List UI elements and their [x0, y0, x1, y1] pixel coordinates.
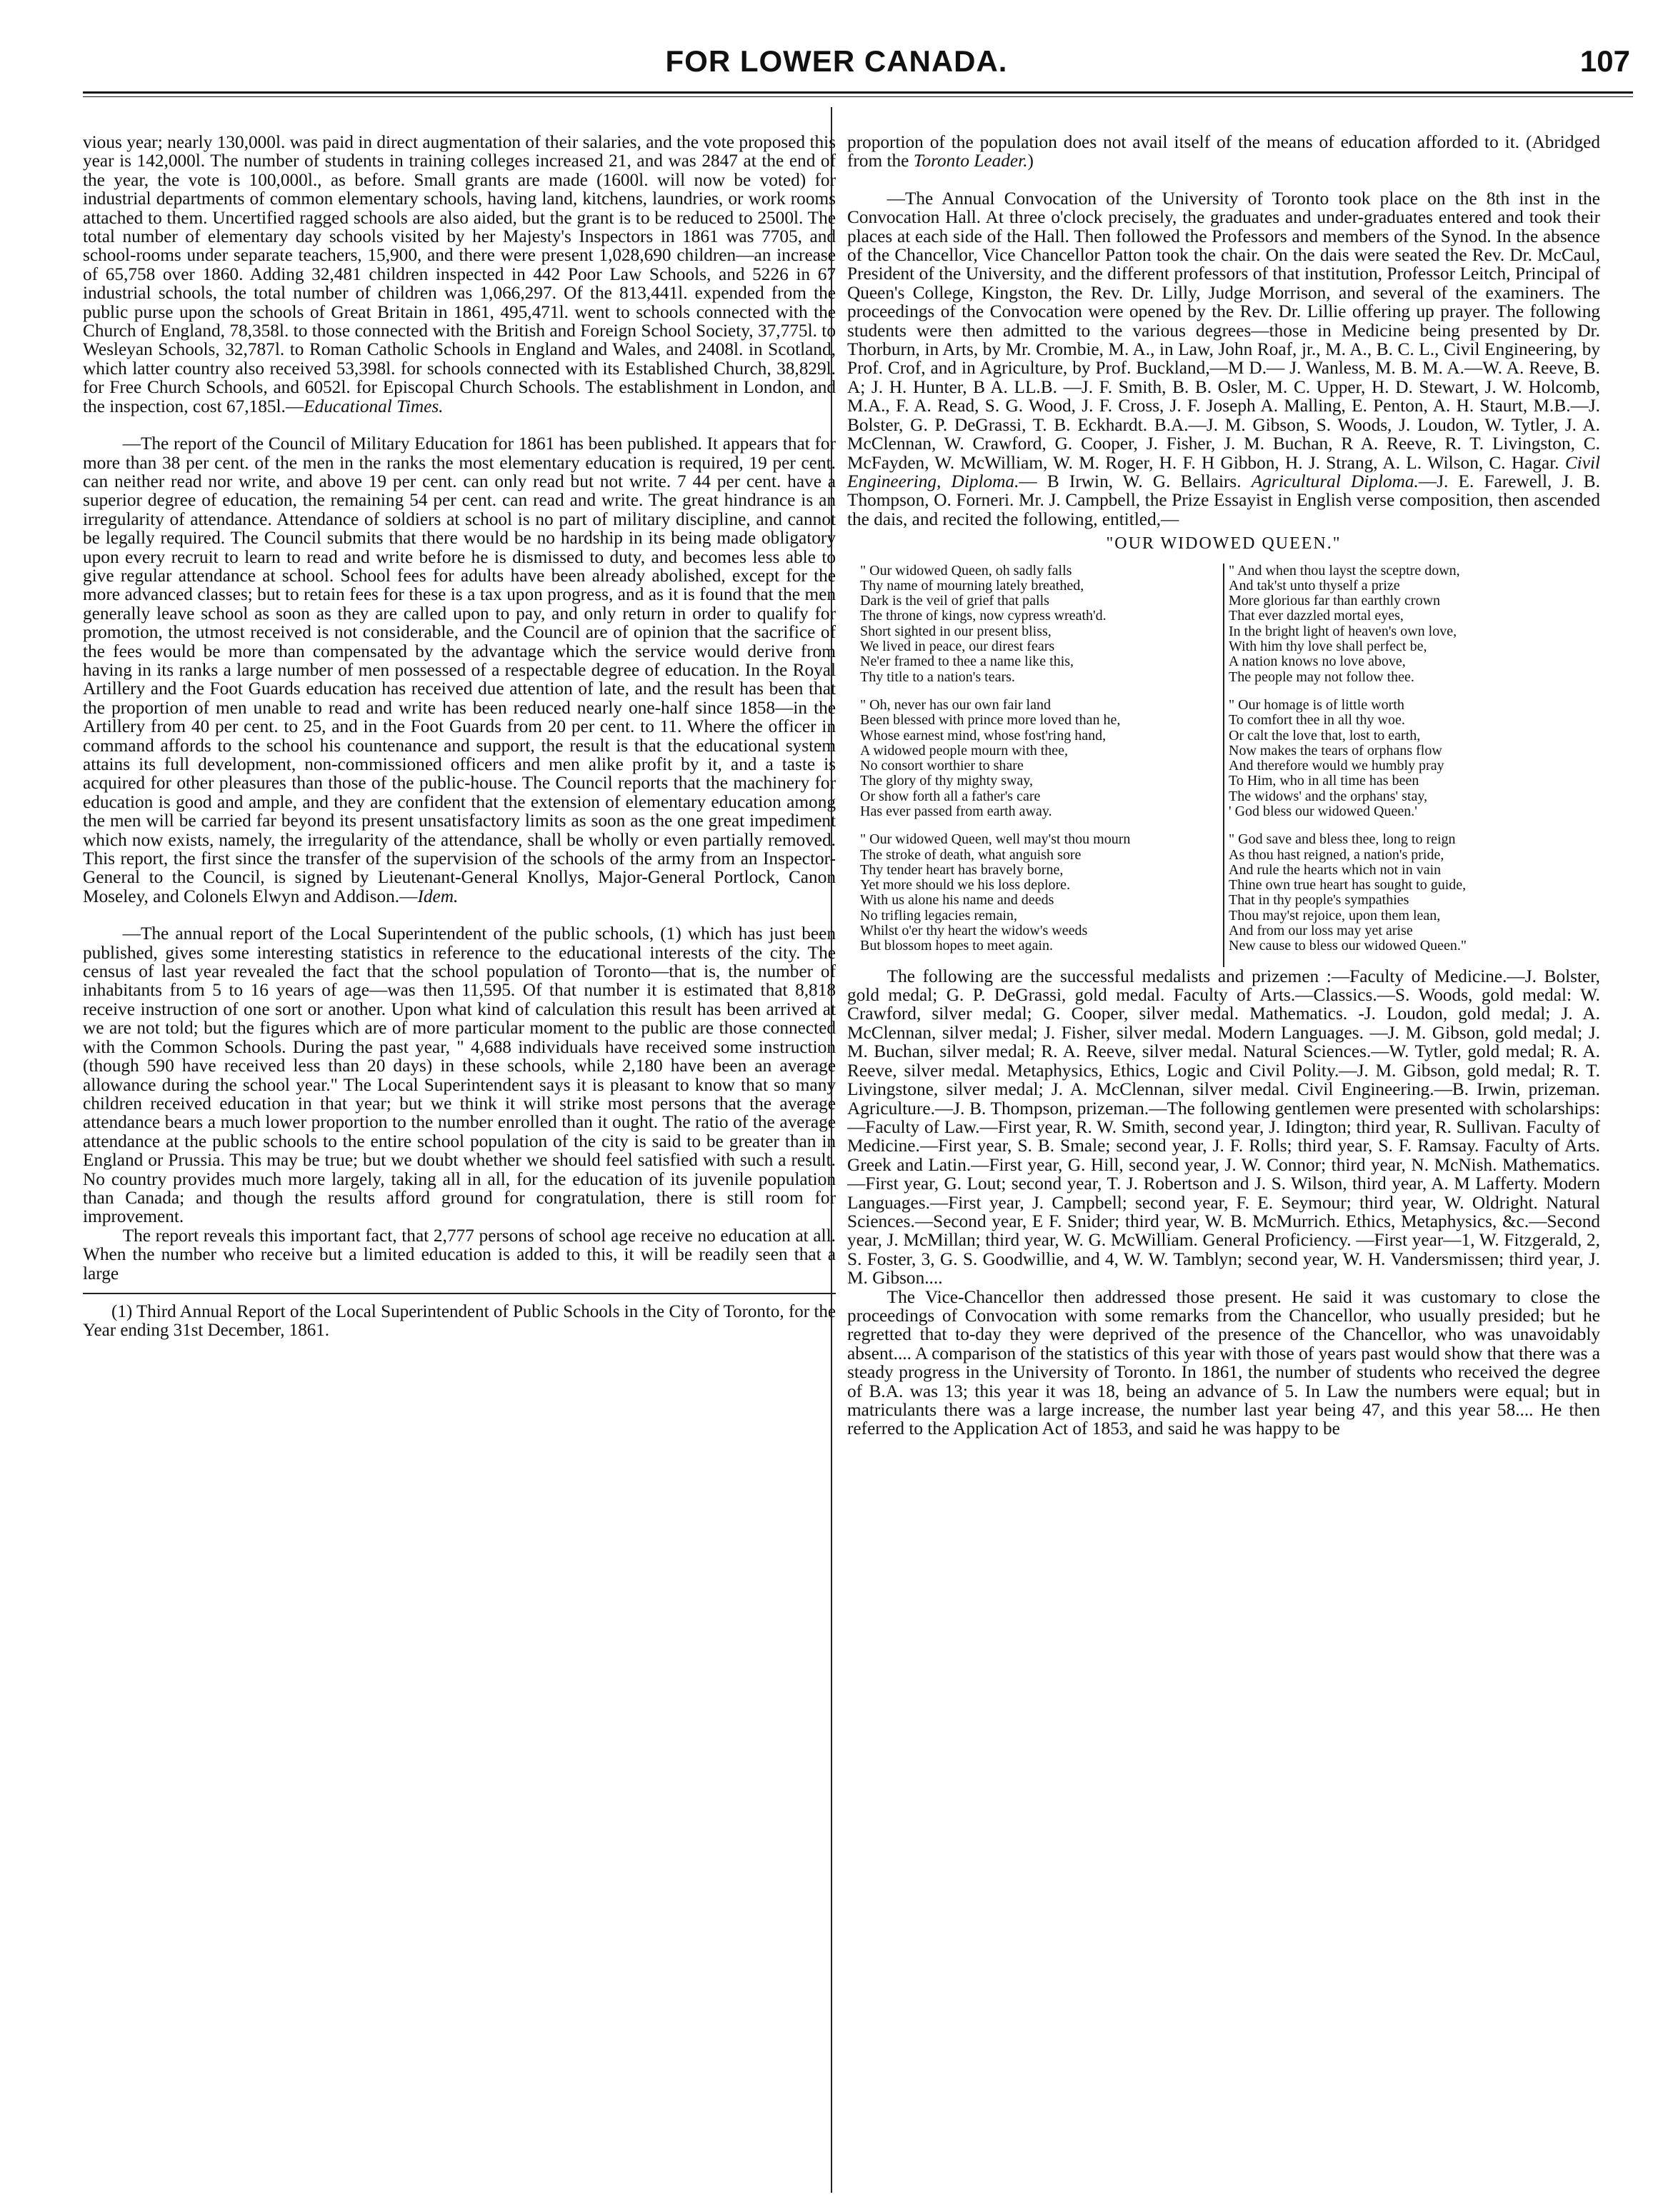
- paragraph-text: ): [1027, 151, 1034, 171]
- diploma-heading: Agricultural Diploma.: [1251, 471, 1419, 491]
- poem-line: " Our widowed Queen, well may'st thou mourn: [860, 831, 1131, 848]
- poem-line: New cause to bless our widowed Queen.": [1229, 938, 1467, 954]
- poem-line: " God save and bless thee, long to reign: [1229, 831, 1456, 848]
- paragraph-text: — B Irwin, W. G. Bellairs.: [1019, 471, 1252, 491]
- poem-line: Thy name of mourning lately breathed,: [860, 577, 1084, 594]
- poem-line: As thou hast reigned, a nation's pride,: [1229, 846, 1444, 863]
- poem-line: That in thy people's sympathies: [1229, 892, 1409, 909]
- poem-line: Whilst o'er thy heart the widow's weeds: [860, 923, 1088, 939]
- poem-line: And from our loss may yet arise: [1229, 923, 1413, 939]
- poem-line: The stroke of death, what anguish sore: [860, 846, 1082, 863]
- paragraph-text: —The Annual Convocation of the University of Toronto took place on the 8th inst in the Convocation Hall. At three o'clock precisely, the graduates and under-graduates entered and took their places at each side of the Hall. Then followed the Professors and members of the Synod. In the absence of the Chancellor, Vice Chancellor Patton took the chair. On the dais were seated the Rev. Dr. McCaul, President of the University, and the different professors of that institution, Professor Leitch, Principal of Queen's College, Kingston, the Rev. Dr. Lilly, Judge Morrison, and several of the examiners. The proceedings of the Convocation were opened by the Rev. Dr. Lillie offering up prayer. The following students were then admitted to the various degrees—those in Medicine being presented by Dr. Thorburn, in Arts, by Mr. Crombie, M. A., in Law, John Roaf, jr., M. A., B. C. L., Civil Engineering, by Prof. Crof, and in Agriculture, by Prof. Buckland,—M D.— J. Wanless, M. B. M. A.—W. A. Reeve, B. A; J. H. Hunter, B A. LL.B. —J. F. Smith, B. B. Osler, M. C. Upper, H. D. Stewart, J. W. Holcomb, M.A., F. A. Read, S. G. Wood, J. F. Cross, J. F. Joseph A. Malling, E. Penton, A. H. Staurt, M.B.—J. Bolster, G. P. DeGrassi, T. B. Eckhardt. B.A.—J. M. Gibson, S. Woods, J. Loudon, W. Tytler, J. A. McClennan, W. Crawford, G. Cooper, J. Fisher, J. M. Buchan, R A. Reeve, R. T. Livingston, C. McFayden, W. McWilliam, W. M. Roger, H. F. H Gibbon, H. J. Strang, A. L. Wilson, C. Hagar.: [847, 188, 1600, 473]
- paragraph-military-education: [83, 434, 836, 906]
- paragraph-text: —J. E. Farewell, J. B. Thompson, O. Forneri. Mr. J. Campbell, the Prize Essayist in English verse composition, then ascended the dais, and recited the following, entitled,—: [847, 471, 1600, 529]
- poem-line: To comfort thee in all thy woe.: [1229, 712, 1405, 729]
- poem-left-column: [856, 564, 1224, 967]
- poem-line: The throne of kings, now cypress wreath'd.: [860, 608, 1107, 624]
- poem-line: In the bright light of heaven's own love,: [1229, 623, 1457, 639]
- poem-line: And rule the hearts which not in vain: [1229, 861, 1442, 878]
- footnote-rule: [83, 1293, 836, 1294]
- paragraph-text: vious year; nearly 130,000l. was paid in direct augmentation of their salaries, and the vote proposed this year is 142,000l. The number of students in training colleges increased 21, and was 2847 at the end of the year, the vote is 100,000l., as before. Small grants are made (1600l. will now be voted) for industrial departments of common elementary schools, having land, kitchens, laundries, or work rooms attached to them. Uncertified ragged schools are also aided, but the grant is to be reduced to 2500l. The total number of elementary day schools visited by her Majesty's Inspectors in 1861 was 7705, and school-rooms under separate teachers, 15,900, and there were present 1,028,690 children—an increase of 65,758 over 1860. Adding 32,481 children inspected in 442 Poor Law Schools, and 5226 in 67 industrial schools, the total number of children was 1,066,297. Of the 813,441l. expended from the public purse upon the schools of Great Britain in 1861, 495,471l. went to schools connected with the Church of England, 78,358l. to those connected with the British and Foreign School Society, 37,775l. to Wesleyan Schools, 32,787l. to Roman Catholic Schools in England and Wales, and 2408l. in Scotland, which latter country also received 53,398l. for schools connected with its Established Church, 38,829l. for Free Church Schools, and 6052l. for Episcopal Church Schools. The establishment in London, and the inspection, cost 67,185l.—: [83, 133, 836, 416]
- poem-line: " And when thou layst the sceptre down,: [1229, 562, 1460, 579]
- poem-line: The glory of thy mighty sway,: [860, 773, 1034, 789]
- left-column: [83, 133, 836, 2190]
- paragraph-convocation: [847, 189, 1600, 529]
- poem-line: No trifling legacies remain,: [860, 907, 1017, 924]
- source-citation: Toronto Leader.: [913, 151, 1028, 171]
- poem-line: To Him, who in all time has been: [1229, 773, 1419, 789]
- poem-line: Short sighted in our present bliss,: [860, 623, 1052, 639]
- poem-line: Or calt the love that, lost to earth,: [1229, 727, 1421, 744]
- paragraph-education-grants: [83, 133, 836, 416]
- poem-line: Ne'er framed to thee a name like this,: [860, 654, 1074, 670]
- paragraph-toronto-schools: —The annual report of the Local Superintendent of the public schools, (1) which has just been published, gives some interesting statistics in reference to the educational interests of the city. The census of last year revealed the fact that the school population of Toronto—that is, the number of inhabitants from 5 to 16 years of age—was then 11,595. Of that number it is estimated that 8,818 receive instruction of one sort or another. Upon what kind of calculation this result has been arrived at we are not told; but the figures which are of more particular moment to the public are those connected with the Common Schools. During the past year, " 4,688 individuals have received some instruction (though 590 have received less than 20 days) in these schools, while 2,180 have been an average allowance during the school year." The Local Superintendent says it is pleasant to know that so many children received education in that year; but we think it will strike most persons that the average attendance bears a much lower proportion to the number enrolled than it ought. The ratio of the average attendance at the public schools to the entire school population of the city is said to be greater than in England or Prussia. This may be true; but we doubt whether we should feel satisfied with such a result. No country provides much more largely, taking all in all, for the education of its juvenile population than Canada; and though the results afford ground for congratulation, there is still room for improvement.: [83, 924, 836, 1227]
- paragraph-continuation: [847, 133, 1600, 171]
- poem-stanza: [1229, 698, 1587, 819]
- poem-line: And therefore would we humbly pray: [1229, 758, 1444, 774]
- header-rule: [83, 91, 1633, 94]
- poem-line: " Oh, never has our own fair land: [860, 696, 1051, 713]
- paragraph-vice-chancellor: The Vice-Chancellor then addressed those present. He said it was customary to close the proceedings of Convocation with some remarks from the Chancellor, who usually presided; but he regretted that to-day they were deprived of the presence of the Chancellor, who was unavoidably absent.... A comparison of the statistics of this year with those of years past would show that there was a steady progress in the University of Toronto. In 1861, the number of students who received the degree of B.A. was 13; this year it was 18, being an advance of 5. In Law the numbers were equal; but in matriculants there was a large increase, the number last year being 47, and this year 58.... He then referred to the Application Act of 1853, and said he was happy to be: [847, 1286, 1600, 1439]
- poem-line: Whose earnest mind, whose fost'ring hand,: [860, 727, 1107, 744]
- page-number: 107: [1579, 44, 1630, 78]
- poem-line: " Our widowed Queen, oh sadly falls: [860, 562, 1072, 579]
- paragraph-text: proportion of the population does not avail itself of the means of education afforded to it. (Abridged from the: [847, 133, 1600, 171]
- poem-line: A nation knows no love above,: [1229, 654, 1406, 670]
- page-header-title: FOR LOWER CANADA.: [665, 44, 1008, 78]
- poem-line: With him thy love shall perfect be,: [1229, 639, 1427, 655]
- poem-line: Has ever passed from earth away.: [860, 803, 1052, 819]
- poem: [856, 564, 1592, 967]
- poem-stanza: [860, 564, 1219, 685]
- poem-line: A widowed people mourn with thee,: [860, 742, 1069, 759]
- source-citation: Educational Times.: [304, 396, 444, 416]
- paragraph-text: —The report of the Council of Military Education for 1861 has been published. It appears that for more than 38 per cent. of the men in the ranks the most elementary education is required, 19 per cent. can neither read nor write, and above 19 per cent. can only read but not write. 7 44 per cent. have a superior degree of education, the remaining 54 per cent. can read and write. The great hindrance is an irregularity of attendance. Attendance of soldiers at school is no part of military discipline, and cannot be legally required. The Council submits that there would be no hardship in its being made obligatory upon every recruit to learn to read and write before he is dismissed to duty, and becomes less able to give regular attendance at school. School fees for adults have been already abolished, except for the more advanced classes; but to retain fees for these is a tax upon progress, and as it is found that the men generally leave school as soon as they are called upon to pay, and only return in order to qualify for promotion, the utmost received is not considerable, and the Council are of opinion that the sacrifice of the fees would be more than compensated by the advantage which the service would derive from having in its ranks a large number of men possessed of a respectable degree of education. In the Royal Artillery and the Foot Guards education has received due attention of late, and the result has been that the proportion of men unable to read and write has been reduced nearly one-half since 1858—in the Artillery from 40 per cent. to 25, and in the Foot Guards from 20 per cent. to 11. Where the officer in command affords to the school his countenance and support, the result is that the educational system attains its full development, non-commissioned officers and men alike profit by it, and a taste is acquired for other pleasures than those of the public-house. The Council reports that the machinery for education is good and ample, and they are confident that the extension of elementary education among the men will be carried far beyond its present unsatisfactory limits as soon as the one great impediment which now exists, namely, the irregularity of the attendance, shall be wholly or even partially removed. This report, the first since the transfer of the supervision of the schools of the army from an Inspector-General to the Council, is signed by Lieutenant-General Knollys, Major-General Portlock, Canon Moseley, and Colonels Elwyn and Addison.—: [83, 434, 836, 906]
- poem-line: Thy tender heart has bravely borne,: [860, 861, 1064, 878]
- diploma-heading: Civil Engineering, Diploma.: [847, 452, 1600, 491]
- poem-line: Thou may'st rejoice, upon them lean,: [1229, 907, 1441, 924]
- poem-title: "OUR WIDOWED QUEEN.": [1106, 534, 1342, 554]
- poem-line: The widows' and the orphans' stay,: [1229, 788, 1428, 804]
- right-column: [847, 133, 1600, 2190]
- paragraph-medalists: The following are the successful medalists and prizemen :—Faculty of Medicine.—J. Bolster, gold medal; G. P. DeGrassi, gold medal. Faculty of Arts.—Classics.—S. Woods, gold medal: W. Crawford, silver medal; G. Cooper, silver medal. Mathematics. -J. Loudon, gold medal; J. A. McClennan, silver medal; J. Fisher, silver medal. Modern Languages. —J. M. Gibson, gold medal; J. M. Buchan, silver medal; R. A. Reeve, silver medal. Natural Sciences.—W. Tytler, gold medal; R. A. Reeve, silver medal. Metaphysics, Ethics, Logic and Civil Polity.—J. M. Gibson, gold medal; R. T. Livingstone, silver medal; J. A. McClennan, silver medal. Civil Engineering.—B. Irwin, prizeman. Agriculture.—J. B. Thompson, prizeman.—The following gentlemen were presented with scholarships:—Faculty of Law.—First year, R. W. Smith, second year, J. Idington; third year, R. Sullivan. Faculty of Medicine.—First year, S. B. Smale; second year, J. F. Rolls; third year, S. F. Ramsay. Faculty of Arts. Greek and Latin.—First year, G. Hill, second year, J. W. Connor; third year, N. McNish. Mathematics.—First year, G. Lout; second year, T. J. Robertson and J. S. Wilson, third year, A. M Lafferty. Modern Languages.—First year, J. Campbell; second year, F. E. Seymour; third year, W. Oldright. Natural Sciences.—Second year, E F. Snider; third year, W. B. McMurrich. Ethics, Metaphysics, &c.—Second year, J. McMillan; third year, W. G. McWilliam. General Proficiency. —First year—1, W. Fitzgerald, 2, S. Foster, 3, G. S. Goodwillie, and 4, W. W. Tamblyn; second year, W. H. Vandersmissen; third year, J. M. Gibson....: [847, 966, 1600, 1288]
- poem-line: Now makes the tears of orphans flow: [1229, 742, 1442, 759]
- poem-line: Been blessed with prince more loved than he,: [860, 712, 1121, 729]
- poem-line: " Our homage is of little worth: [1229, 696, 1404, 713]
- poem-line: Or show forth all a father's care: [860, 788, 1041, 804]
- poem-stanza: [1229, 564, 1587, 685]
- poem-line: We lived in peace, our direst fears: [860, 639, 1055, 655]
- header-rule-thin: [83, 96, 1633, 97]
- footnote: (1) Third Annual Report of the Local Superintendent of Public Schools in the City of Toronto, for the Year ending 31st December, 1861.: [83, 1301, 836, 1340]
- poem-line: Dark is the veil of grief that palls: [860, 593, 1049, 609]
- poem-line: But blossom hopes to meet again.: [860, 938, 1053, 954]
- poem-stanza: [1229, 832, 1587, 954]
- poem-line: And tak'st unto thyself a prize: [1229, 577, 1400, 594]
- poem-right-column: [1224, 564, 1592, 967]
- poem-line: More glorious far than earthly crown: [1229, 593, 1441, 609]
- poem-stanza: [860, 698, 1219, 819]
- poem-line: ' God bless our widowed Queen.': [1229, 803, 1417, 819]
- poem-stanza: [860, 832, 1219, 954]
- poem-line: With us alone his name and deeds: [860, 892, 1054, 909]
- poem-line: That ever dazzled mortal eyes,: [1229, 608, 1404, 624]
- poem-line: Thy title to a nation's tears.: [860, 669, 1015, 685]
- poem-line: Thine own true heart has sought to guide,: [1229, 877, 1467, 894]
- poem-line: The people may not follow thee.: [1229, 669, 1414, 685]
- paragraph-no-education: The report reveals this important fact, that 2,777 persons of school age receive no education at all. When the number who receive but a limited education is added to this, it will be readily seen that a large: [83, 1225, 836, 1283]
- source-citation: Idem.: [417, 886, 459, 906]
- poem-line: No consort worthier to share: [860, 758, 1024, 774]
- poem-line: Yet more should we his loss deplore.: [860, 877, 1071, 894]
